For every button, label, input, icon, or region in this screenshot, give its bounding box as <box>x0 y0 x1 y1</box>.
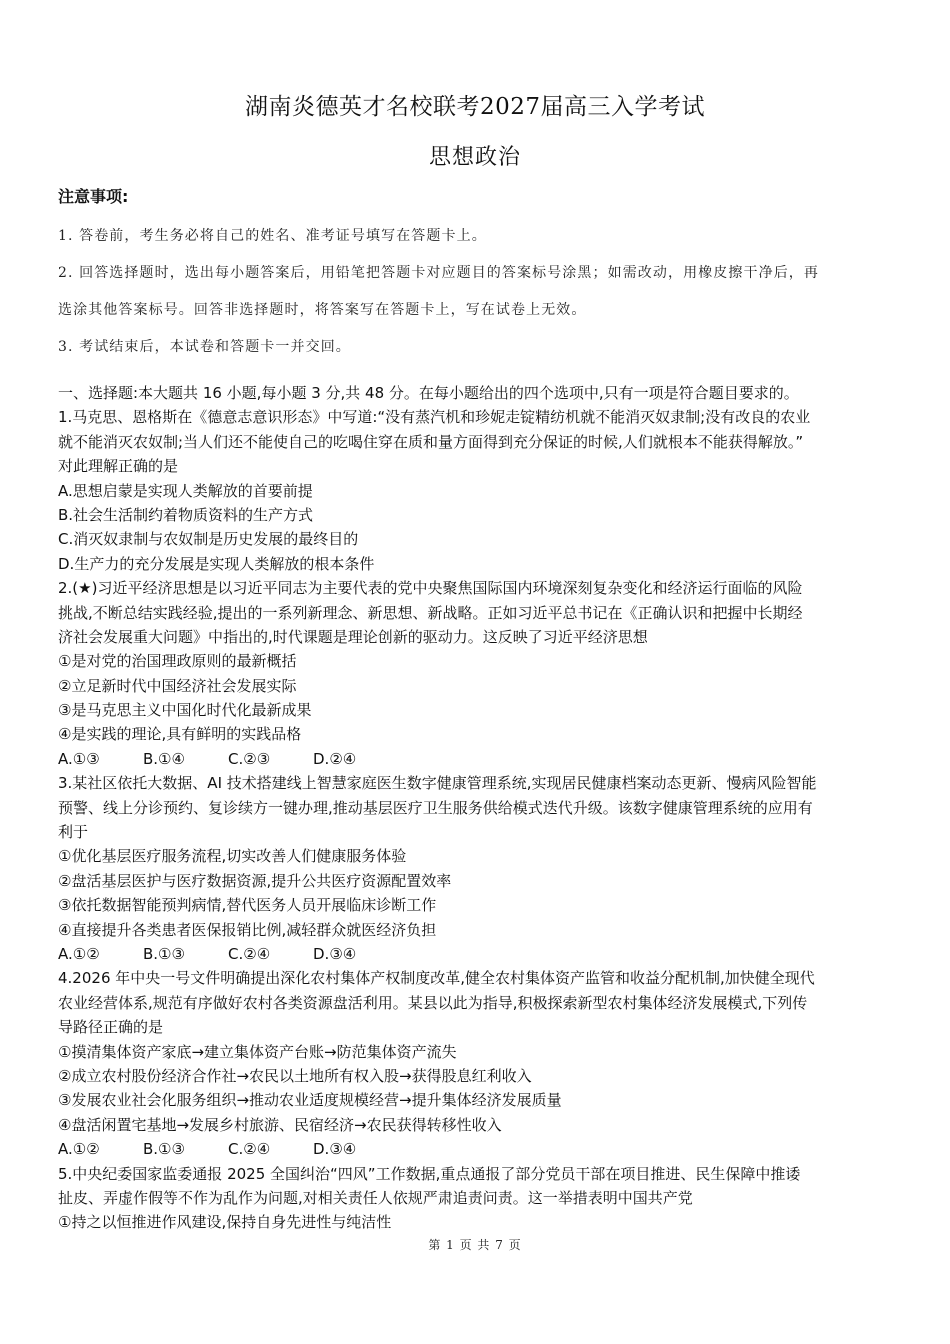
statement-2: ②立足新时代中国经济社会发展实际 <box>58 676 297 695</box>
choice-c: C.②③ <box>228 749 271 768</box>
question-stem-line: 3.某社区依托大数据、AI 技术搭建线上智慧家庭医生数字健康管理系统,实现居民健康档案动态更新、慢病风险智能 <box>58 774 817 793</box>
question-stem-line: 预警、线上分诊预约、复诊续方一键办理,推动基层医疗卫生服务供给模式迭代升级。该数字健康管理系统的应用有 <box>58 798 813 817</box>
question-stem-line: 扯皮、弄虚作假等不作为乱作为问题,对相关责任人依规严肃追责问责。这一举措表明中国共产党 <box>58 1188 693 1207</box>
statement-3: ③发展农业社会化服务组织→推动农业适度规模经营→提升集体经济发展质量 <box>58 1091 562 1110</box>
question-4 <box>58 966 892 1161</box>
statement-4: ④是实践的理论,具有鲜明的实践品格 <box>58 725 302 744</box>
choice-a: A.①② <box>58 1140 100 1159</box>
notice-heading: 注意事项: <box>58 187 129 206</box>
choice-d: D.③④ <box>313 944 357 963</box>
option-a: A.思想启蒙是实现人类解放的首要前提 <box>58 481 313 500</box>
subject-title: 思想政治 <box>428 145 521 170</box>
statement-2: ②成立农村股份经济合作社→农民以土地所有权入股→获得股息红利收入 <box>58 1066 532 1085</box>
question-5 <box>58 1162 892 1235</box>
question-stem-line: 济社会发展重大问题》中指出的,时代课题是理论创新的驱动力。这反映了习近平经济思想 <box>58 627 648 646</box>
question-body <box>58 381 892 1235</box>
choice-b: B.①④ <box>143 749 185 768</box>
question-stem-line: 对此理解正确的是 <box>58 457 179 476</box>
question-3 <box>58 771 892 966</box>
question-stem-line: 2.(★)习近平经济思想是以习近平同志为主要代表的党中央聚焦国际国内环境深刻复杂变化和经济运行面临的风险 <box>58 579 803 598</box>
choice-row <box>58 942 892 966</box>
question-2 <box>58 576 892 771</box>
notice-item-2-cont: 选涂其他答案标号。回答非选择题时，将答案写在答题卡上，写在试卷上无效。 <box>58 302 587 318</box>
choice-d: D.③④ <box>313 1140 357 1159</box>
statement-1: ①是对党的治国理政原则的最新概括 <box>58 652 297 671</box>
choice-row <box>58 1137 892 1161</box>
page-number: 第 1 页 共 7 页 <box>428 1238 522 1252</box>
statement-3: ③是马克思主义中国化时代化最新成果 <box>58 701 312 720</box>
statement-1: ①持之以恒推进作风建设,保持自身先进性与纯洁性 <box>58 1213 392 1232</box>
choice-a: A.①② <box>58 944 100 963</box>
statement-1: ①摸清集体资产家底→建立集体资产台账→防范集体资产流失 <box>58 1042 457 1061</box>
question-stem-line: 就不能消灭农奴制;当人们还不能使自己的吃喝住穿在质和量方面得到充分保证的时候,人们就根本不能获得解放。” <box>58 432 804 451</box>
option-c: C.消灭奴隶制与农奴制是历史发展的最终目的 <box>58 530 359 549</box>
question-stem-line: 1.马克思、恩格斯在《德意志意识形态》中写道:“没有蒸汽机和珍妮走锭精纺机就不能消灭奴隶制;没有改良的农业 <box>58 408 811 427</box>
option-b: B.社会生活制约着物质资料的生产方式 <box>58 505 314 524</box>
question-stem-line: 利于 <box>58 823 89 842</box>
statement-2: ②盘活基层医护与医疗数据资源,提升公共医疗资源配置效率 <box>58 871 452 890</box>
question-stem-line: 导路径正确的是 <box>58 1018 164 1037</box>
option-d: D.生产力的充分发展是实现人类解放的根本条件 <box>58 554 375 573</box>
question-stem-line: 4.2026 年中央一号文件明确提出深化农村集体产权制度改革,健全农村集体资产监管和收益分配机制,加快健全现代 <box>58 969 815 988</box>
choice-c: C.②④ <box>228 1140 271 1159</box>
question-stem-line: 挑战,不断总结实践经验,提出的一系列新理念、新思想、新战略。正如习近平总书记在《正确认识和把握中长期经 <box>58 603 803 622</box>
notice-item-3: 3. 考试结束后，本试卷和答题卡一并交回。 <box>58 339 351 355</box>
question-1 <box>58 405 892 576</box>
choice-row <box>58 747 892 771</box>
choice-b: B.①③ <box>143 1140 185 1159</box>
choice-a: A.①③ <box>58 749 100 768</box>
notice-item-2: 2. 回答选择题时，选出每小题答案后，用铅笔把答题卡对应题目的答案标号涂黑；如需改动，用橡皮擦干净后，再 <box>58 265 820 281</box>
choice-c: C.②④ <box>228 944 271 963</box>
question-stem-line: 5.中央纪委国家监委通报 2025 全国纠治“四风”工作数据,重点通报了部分党员干部在项目推进、民生保障中推诿 <box>58 1164 801 1183</box>
statement-4: ④直接提升各类患者医保报销比例,减轻群众就医经济负担 <box>58 920 437 939</box>
statement-1: ①优化基层医疗服务流程,切实改善人们健康服务体验 <box>58 847 407 866</box>
statement-3: ③依托数据智能预判病情,替代医务人员开展临床诊断工作 <box>58 896 437 915</box>
section-intro: 一、选择题:本大题共 16 小题,每小题 3 分,共 48 分。在每小题给出的四个选项中,只有一项是符合题目要求的。 <box>58 384 799 402</box>
notice-item-1: 1. 答卷前，考生务必将自己的姓名、准考证号填写在答题卡上。 <box>58 228 487 244</box>
question-stem-line: 农业经营体系,规范有序做好农村各类资源盘活利用。某县以此为指导,积极探索新型农村集体经济发展模式,下列传 <box>58 993 808 1012</box>
choice-b: B.①③ <box>143 944 185 963</box>
exam-title: 湖南炎德英才名校联考2027届高三入学考试 <box>244 94 706 120</box>
statement-4: ④盘活闲置宅基地→发展乡村旅游、民宿经济→农民获得转移性收入 <box>58 1115 502 1134</box>
choice-d: D.②④ <box>313 749 357 768</box>
